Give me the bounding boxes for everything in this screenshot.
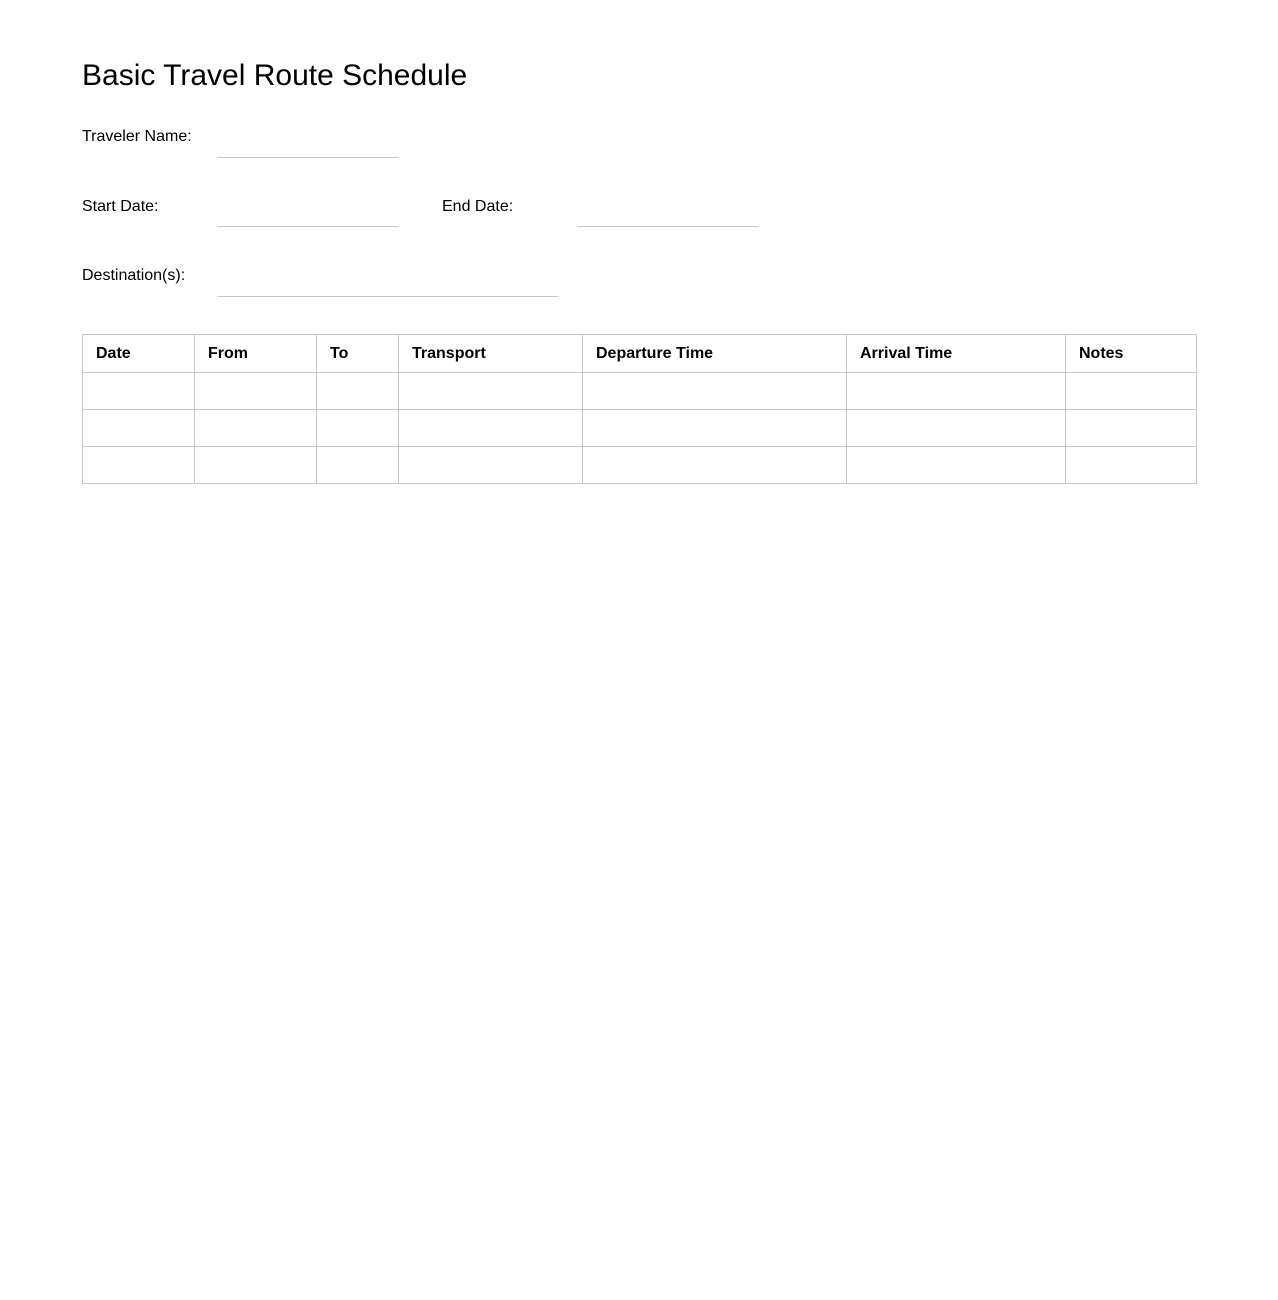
- end-date-label: End Date:: [442, 198, 514, 215]
- column-header-departure-time: Departure Time: [583, 335, 847, 373]
- table-cell-arrival-time[interactable]: [847, 373, 1066, 410]
- column-header-notes: Notes: [1066, 335, 1197, 373]
- table-cell-transport[interactable]: [399, 447, 583, 484]
- end-date-field[interactable]: [578, 226, 758, 227]
- table-cell-transport[interactable]: [399, 410, 583, 447]
- traveler-name-field[interactable]: [218, 157, 398, 158]
- table-cell-notes[interactable]: [1066, 447, 1197, 484]
- destinations-field[interactable]: [218, 296, 558, 297]
- table-row: [83, 373, 1197, 410]
- table-cell-from[interactable]: [195, 447, 317, 484]
- page-title: Basic Travel Route Schedule: [82, 59, 468, 92]
- traveler-name-label: Traveler Name:: [82, 128, 192, 145]
- table-cell-from[interactable]: [195, 373, 317, 410]
- table-cell-arrival-time[interactable]: [847, 410, 1066, 447]
- start-date-field[interactable]: [218, 226, 398, 227]
- table-row: [83, 447, 1197, 484]
- table-cell-arrival-time[interactable]: [847, 447, 1066, 484]
- table-row: [83, 410, 1197, 447]
- column-header-date: Date: [83, 335, 195, 373]
- table-cell-from[interactable]: [195, 410, 317, 447]
- start-date-label: Start Date:: [82, 198, 159, 215]
- table-cell-date[interactable]: [83, 373, 195, 410]
- column-header-transport: Transport: [399, 335, 583, 373]
- column-header-arrival-time: Arrival Time: [847, 335, 1066, 373]
- table-cell-notes[interactable]: [1066, 410, 1197, 447]
- table-cell-departure-time[interactable]: [583, 373, 847, 410]
- column-header-from: From: [195, 335, 317, 373]
- table-cell-notes[interactable]: [1066, 373, 1197, 410]
- table-cell-date[interactable]: [83, 410, 195, 447]
- route-schedule-table: [82, 334, 1197, 484]
- column-header-to: To: [317, 335, 399, 373]
- table-cell-date[interactable]: [83, 447, 195, 484]
- table-header-row: [83, 335, 1197, 373]
- table-cell-transport[interactable]: [399, 373, 583, 410]
- table-cell-departure-time[interactable]: [583, 447, 847, 484]
- table-cell-to[interactable]: [317, 373, 399, 410]
- table-cell-to[interactable]: [317, 447, 399, 484]
- table-cell-departure-time[interactable]: [583, 410, 847, 447]
- table-cell-to[interactable]: [317, 410, 399, 447]
- destinations-label: Destination(s):: [82, 267, 186, 284]
